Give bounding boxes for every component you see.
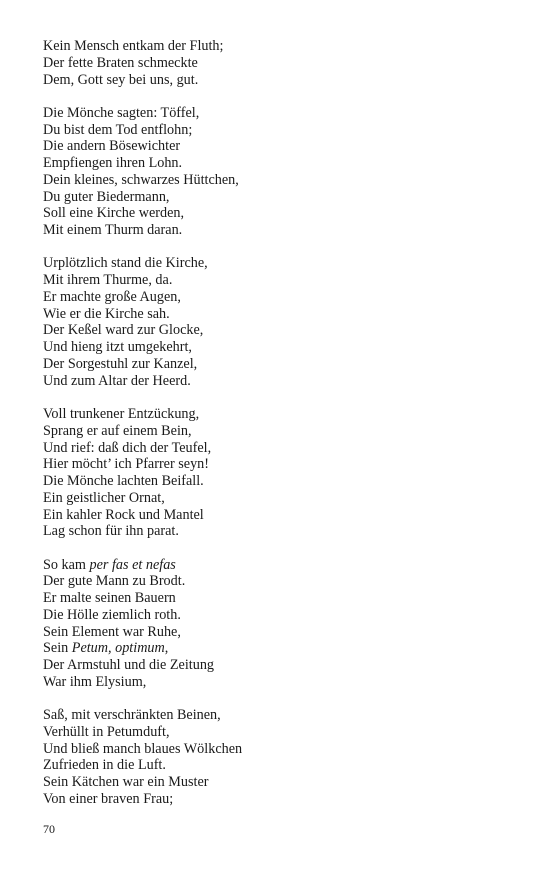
line-text: Und bließ manch blaues Wölkchen bbox=[43, 740, 243, 757]
line-text: Von einer braven Frau; bbox=[43, 790, 174, 807]
line-text: Sprang er auf einem Bein, bbox=[43, 422, 192, 439]
stanza bbox=[43, 255, 523, 389]
verse-line bbox=[43, 222, 523, 239]
verse-line bbox=[43, 322, 523, 339]
line-text: Zufrieden in die Luft. bbox=[43, 757, 166, 774]
verse-line bbox=[43, 72, 523, 89]
line-text: Ein geistlicher Ornat, bbox=[43, 489, 165, 506]
verse-line bbox=[43, 373, 523, 390]
page-number: 70 bbox=[43, 822, 55, 836]
verse-line bbox=[43, 55, 523, 72]
line-text: Du guter Biedermann, bbox=[43, 188, 170, 205]
line-text: Mit ihrem Thurme, da. bbox=[43, 272, 173, 289]
line-text: Ein kahler Rock und Mantel bbox=[43, 506, 204, 523]
verse-line bbox=[43, 272, 523, 289]
verse-line bbox=[43, 607, 523, 624]
italic-phrase: per fas et nefas bbox=[89, 556, 176, 573]
line-text: Der fette Braten schmeckte bbox=[43, 54, 198, 71]
verse-line bbox=[43, 255, 523, 272]
line-text: Hier möcht’ ich Pfarrer seyn! bbox=[43, 456, 209, 473]
verse-line bbox=[43, 423, 523, 440]
stanza bbox=[43, 38, 523, 88]
verse-line bbox=[43, 440, 523, 457]
line-text: Kein Mensch entkam der Fluth; bbox=[43, 38, 224, 54]
verse-line bbox=[43, 289, 523, 306]
stanza bbox=[43, 707, 523, 808]
italic-phrase: Petum, optimum bbox=[71, 640, 165, 657]
line-text: Er malte seinen Bauern bbox=[43, 590, 176, 607]
verse-line bbox=[43, 38, 523, 55]
verse-line bbox=[43, 122, 523, 139]
verse-line bbox=[43, 456, 523, 473]
verse-line bbox=[43, 205, 523, 222]
verse-line bbox=[43, 490, 523, 507]
verse-line bbox=[43, 791, 523, 808]
verse-line bbox=[43, 507, 523, 524]
line-text: Der Sorgestuhl zur Kanzel, bbox=[43, 355, 198, 372]
line-text: Wie er die Kirche sah. bbox=[43, 305, 170, 322]
line-text: Die Mönche sagten: Töffel, bbox=[43, 104, 200, 121]
verse-line bbox=[43, 674, 523, 691]
verse-line bbox=[43, 757, 523, 774]
line-text: Verhüllt in Petumduft, bbox=[43, 723, 170, 740]
verse-line bbox=[43, 105, 523, 122]
line-text: Voll trunkener Entzückung, bbox=[43, 406, 200, 423]
verse-line bbox=[43, 473, 523, 490]
verse-line bbox=[43, 523, 523, 540]
verse-line bbox=[43, 155, 523, 172]
line-text: Die Hölle ziemlich roth. bbox=[43, 606, 181, 623]
line-text: Du bist dem Tod entflohn; bbox=[43, 121, 193, 138]
verse-line bbox=[43, 172, 523, 189]
line-text: Soll eine Kirche werden, bbox=[43, 205, 185, 222]
line-text: Der Keßel ward zur Glocke, bbox=[43, 322, 204, 339]
verse-line bbox=[43, 624, 523, 641]
verse-line bbox=[43, 590, 523, 607]
line-text: Der Armstuhl und die Zeitung bbox=[43, 657, 215, 674]
poem-text bbox=[43, 38, 523, 824]
line-text: Dem, Gott sey bei uns, gut. bbox=[43, 71, 199, 88]
line-text: Sein bbox=[43, 640, 72, 657]
line-text: Er machte große Augen, bbox=[43, 288, 181, 305]
verse-line bbox=[43, 707, 523, 724]
stanza bbox=[43, 557, 523, 691]
line-text: Und rief: daß dich der Teufel, bbox=[43, 439, 212, 456]
line-text: Der gute Mann zu Brodt. bbox=[43, 573, 186, 590]
verse-line bbox=[43, 356, 523, 373]
verse-line bbox=[43, 406, 523, 423]
line-text: Dein kleines, schwarzes Hüttchen, bbox=[43, 171, 239, 188]
verse-line bbox=[43, 640, 523, 657]
verse-line bbox=[43, 573, 523, 590]
line-text: War ihm Elysium, bbox=[43, 673, 147, 690]
line-text: Und hieng itzt umgekehrt, bbox=[43, 339, 192, 356]
verse-line bbox=[43, 138, 523, 155]
verse-line bbox=[43, 557, 523, 574]
stanza bbox=[43, 406, 523, 540]
line-text: So kam bbox=[43, 556, 90, 573]
line-text: Die Mönche lachten Beifall. bbox=[43, 473, 204, 490]
stanza bbox=[43, 105, 523, 239]
verse-line bbox=[43, 306, 523, 323]
verse-line bbox=[43, 724, 523, 741]
line-text: Lag schon für ihn parat. bbox=[43, 523, 179, 540]
line-text: Urplötzlich stand die Kirche, bbox=[43, 255, 208, 272]
line-text: Sein Kätchen war ein Muster bbox=[43, 774, 209, 791]
line-text: Und zum Altar der Heerd. bbox=[43, 372, 191, 389]
verse-line bbox=[43, 657, 523, 674]
line-text: Sein Element war Ruhe, bbox=[43, 623, 181, 640]
line-text: , bbox=[164, 640, 169, 657]
verse-line bbox=[43, 189, 523, 206]
line-text: Saß, mit verschränkten Beinen, bbox=[43, 707, 221, 724]
line-text: Mit einem Thurm daran. bbox=[43, 222, 183, 239]
verse-line bbox=[43, 774, 523, 791]
line-text: Die andern Bösewichter bbox=[43, 138, 181, 155]
line-text: Empfiengen ihren Lohn. bbox=[43, 155, 183, 172]
verse-line bbox=[43, 339, 523, 356]
verse-line bbox=[43, 741, 523, 758]
